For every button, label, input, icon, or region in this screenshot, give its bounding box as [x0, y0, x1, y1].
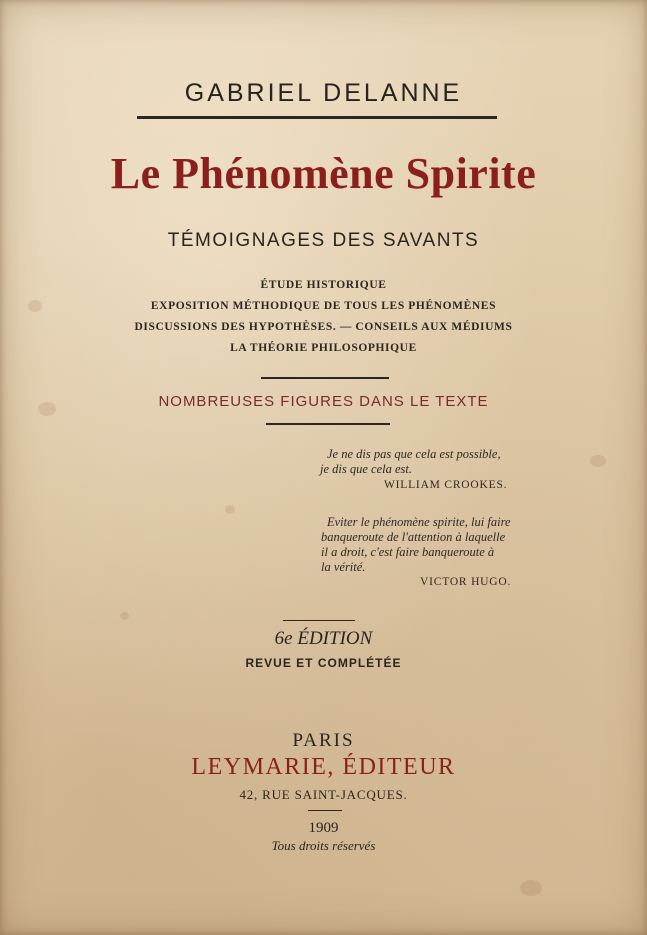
quote-line: Eviter le phénomène spirite, lui faire — [327, 515, 511, 529]
contents-line: LA THÉORIE PHILOSOPHIQUE — [230, 342, 417, 354]
contents-line: DISCUSSIONS DES HYPOTHÈSES. — CONSEILS AUX MÉDIUMS — [134, 321, 513, 333]
quote-line: il a droit, c'est faire banqueroute à — [321, 545, 495, 559]
edition-rule — [283, 620, 355, 621]
edition-note: REVUE ET COMPLÉTÉE — [245, 656, 402, 670]
divider-rule — [261, 377, 389, 379]
author-name: GABRIEL DELANNE — [184, 79, 463, 107]
quote-author: WILLIAM CROOKES. — [384, 479, 508, 491]
figures-note: NOMBREUSES FIGURES DANS LE TEXTE — [158, 393, 489, 410]
quote-line: Je ne dis pas que cela est possible, — [327, 447, 501, 461]
rights-notice: Tous droits réservés — [271, 838, 376, 853]
book-title: Le Phénomène Spirite — [110, 149, 537, 198]
paper-stain — [590, 455, 606, 467]
publisher-name: LEYMARIE, ÉDITEUR — [191, 754, 456, 780]
publication-year: 1909 — [308, 820, 339, 836]
quote-author: VICTOR HUGO. — [420, 576, 512, 588]
paper-stain — [120, 612, 129, 620]
contents-line: ÉTUDE HISTORIQUE — [260, 279, 387, 291]
quote-line: je dis que cela est. — [320, 462, 412, 476]
book-subtitle: TÉMOIGNAGES DES SAVANTS — [167, 230, 480, 251]
divider-rule — [266, 423, 390, 425]
publisher-city: PARIS — [292, 730, 355, 751]
quote-line: la vérité. — [321, 560, 366, 574]
quote-line: banqueroute de l'attention à laquelle — [321, 530, 506, 544]
edition-label: 6e ÉDITION — [274, 628, 373, 649]
paper-stain — [225, 505, 235, 514]
year-rule — [308, 810, 342, 811]
author-underline — [137, 116, 497, 119]
publisher-address: 42, RUE SAINT-JACQUES. — [239, 787, 408, 802]
paper-stain — [520, 880, 542, 896]
contents-line: EXPOSITION MÉTHODIQUE DE TOUS LES PHÉNOMÈNES — [150, 300, 497, 312]
